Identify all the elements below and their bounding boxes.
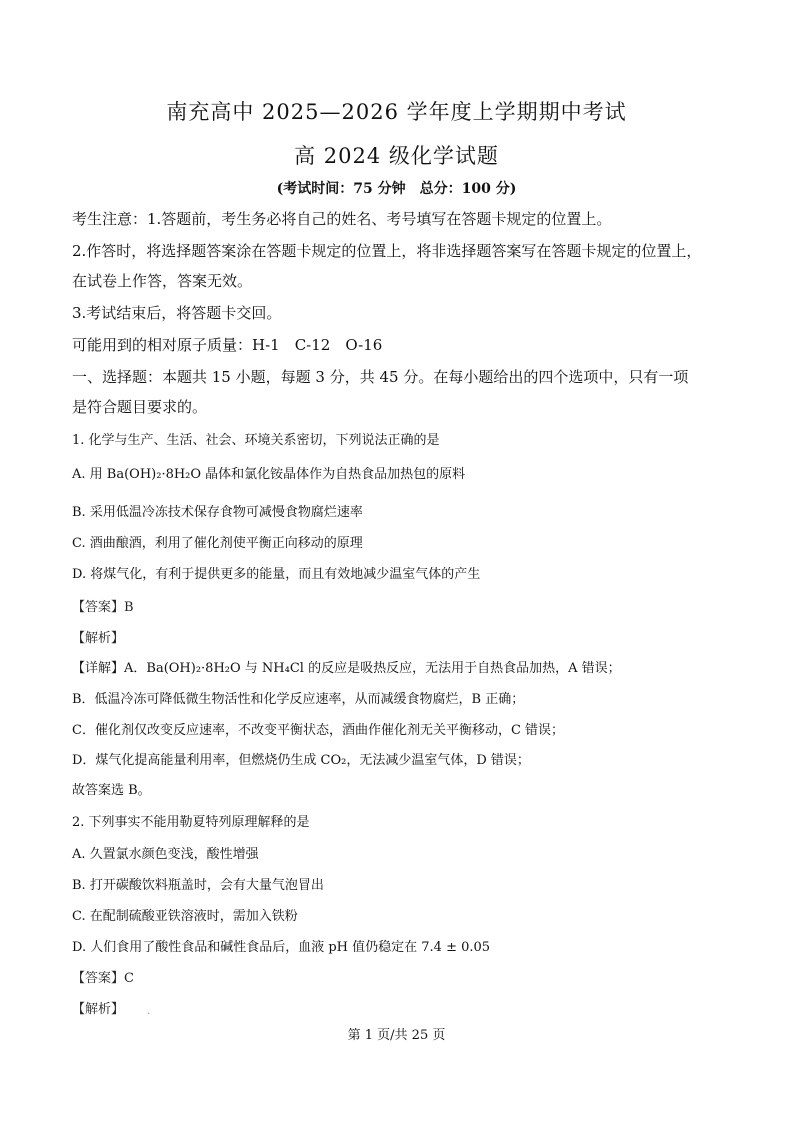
- atomic-mass-line: 可能用到的相对原子质量：H-1 C-12 O-16: [72, 336, 383, 354]
- q1-detail-a: 【详解】A．Ba(OH)₂·8H₂O 与 NH₄Cl 的反应是吸热反应，无法用于自热食品加热，A 错误；: [72, 661, 621, 676]
- notice-line-4: 3.考试结束后，将答题卡交回。: [72, 304, 282, 322]
- q1-option-c: C. 酒曲酿酒，利用了催化剂使平衡正向移动的原理: [72, 536, 363, 551]
- exam-subtitle-grade: 高 2024 级化学试题: [294, 144, 499, 168]
- notice-line-3: 在试卷上作答，答案无效。: [72, 272, 253, 290]
- q2-option-b: B. 打开碳酸饮料瓶盖时，会有大量气泡冒出: [72, 878, 324, 893]
- stray-mark: ·: [147, 1009, 151, 1020]
- q2-option-d: D. 人们食用了酸性食品和碱性食品后，血液 pH 值仍稳定在 7.4 ± 0.05: [72, 940, 491, 955]
- notice-line-2: 2.作答时，将选择题答案涂在答题卡规定的位置上，将非选择题答案写在答题卡规定的位置上，: [72, 242, 702, 260]
- q1-stem: 1. 化学与生产、生活、社会、环境关系密切，下列说法正确的是: [72, 433, 440, 448]
- q2-answer: 【答案】C: [72, 971, 134, 986]
- q1-detail-c: C．催化剂仅改变反应速率，不改变平衡状态，酒曲作催化剂无关平衡移动，C 错误；: [72, 723, 565, 738]
- page-number: 第 1 页/共 25 页: [347, 1028, 446, 1043]
- q2-analysis-label: 【解析】: [72, 1002, 125, 1017]
- q2-stem: 2. 下列事实不能用勒夏特列原理解释的是: [72, 815, 310, 830]
- notice-line-1: 考生注意：1.答题前，考生务必将自己的姓名、考号填写在答题卡规定的位置上。: [72, 210, 612, 228]
- q1-analysis-label: 【解析】: [72, 631, 125, 646]
- q2-option-a: A. 久置氯水颜色变浅，酸性增强: [72, 847, 259, 862]
- q1-detail-b: B．低温冷冻可降低微生物活性和化学反应速率，从而减缓食物腐烂，B 正确；: [72, 692, 525, 707]
- q1-option-a: A. 用 Ba(OH)₂·8H₂O 晶体和氯化铵晶体作为自热食品加热包的原料: [72, 467, 466, 482]
- q2-option-c: C. 在配制硫酸亚铁溶液时，需加入铁粉: [72, 909, 298, 924]
- q1-conclusion: 故答案选 B。: [72, 783, 151, 798]
- q1-detail-d: D．煤气化提高能量利用率，但燃烧仍生成 CO₂，无法减少温室气体，D 错误；: [72, 753, 530, 768]
- exam-title: 南充高中 2025—2026 学年度上学期期中考试: [166, 100, 627, 124]
- exam-time-score: (考试时间：75 分钟 总分：100 分): [276, 181, 517, 197]
- q1-option-b: B. 采用低温冷冻技术保存食物可减慢食物腐烂速率: [72, 505, 363, 520]
- section-heading-line-2: 是符合题目要求的。: [72, 398, 208, 416]
- section-heading-line-1: 一、选择题：本题共 15 小题，每题 3 分，共 45 分。在每小题给出的四个选项中，只有一项: [72, 368, 689, 386]
- q1-answer: 【答案】B: [72, 600, 134, 615]
- q1-option-d: D. 将煤气化，有利于提供更多的能量，而且有效地减少温室气体的产生: [72, 567, 481, 582]
